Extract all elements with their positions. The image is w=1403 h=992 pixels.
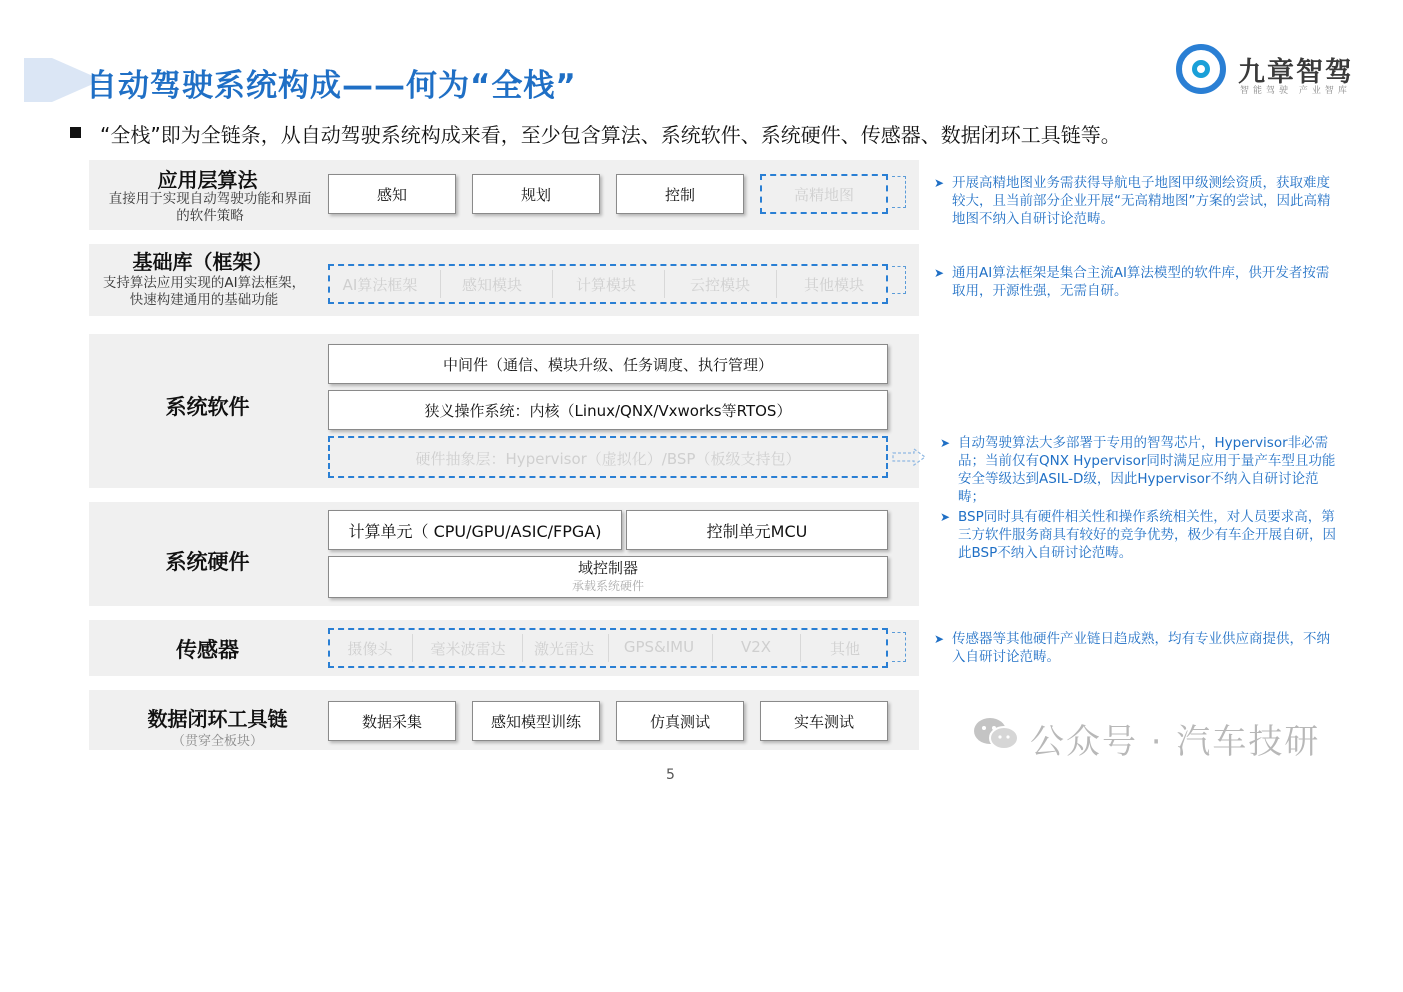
intro-bullet-text: “全栈”即为全链条，从自动驾驶系统构成来看，至少包含算法、系统软件、系统硬件、传感器、数据闭环工具链等。 [100,123,1121,147]
sensor-other: 其他 [829,640,860,658]
hardware-domain-controller [328,556,888,598]
base-item-compute-module: 计算模块 [575,276,636,294]
logo-subtitle: 智能驾驶 产业智库 [1240,86,1351,96]
base-item-ai-framework: AI算法框架 [342,276,418,294]
arrow-bullet-icon: ➤ [934,266,945,280]
layer-toolchain-name: 数据闭环工具链 [147,707,288,731]
software-middleware: 中间件（通信、模块升级、任务调度、执行管理） [328,344,888,384]
note3-arrow-icon [892,448,926,466]
base-item-other-module: 其他模块 [803,276,864,294]
arrow-bullet-icon: ➤ [940,510,951,524]
bullet-square-icon [70,127,81,138]
arrow-bullet-icon: ➤ [934,176,945,190]
note5-connector [892,632,906,662]
layer-toolchain-sub: （贯穿全板块） [171,734,263,749]
note-ai-framework: 通用AI算法框架是集合主流AI算法模型的软件库，供开发者按需取用，开源性强，无需自研。 [952,265,1330,299]
hardware-mcu: 控制单元MCU [626,510,888,550]
arrow-bullet-icon: ➤ [940,436,951,450]
watermark-text: 公众号 · 汽车技研 [1030,722,1321,762]
base-separator [440,270,441,298]
wechat-icon [972,716,1020,752]
hardware-compute-unit: 计算单元（ CPU/GPU/ASIC/FPGA) [328,510,622,550]
note1-connector [892,176,906,208]
layer-sensor-name: 传感器 [176,638,239,662]
sensor-mmwave-radar: 毫米波雷达 [430,640,506,658]
toolchain-model-training: 感知模型训练 [472,701,600,741]
note2-connector [892,266,906,294]
layer-app-desc: 直接用于实现自动驾驶功能和界面的软件策略 [108,191,312,224]
domain-controller-sub: 承载系统硬件 [571,579,644,593]
sensor-gps-imu: GPS&IMU [623,638,695,656]
toolchain-road-test: 实车测试 [760,701,888,741]
app-item-hdmap: 高精地图 [793,186,854,204]
base-item-perception-module: 感知模块 [461,276,522,294]
note-bsp: BSP同时具有硬件相关性和操作系统相关性，对人员要求高，第三方软件服务商具有较好的竞争优势，极少有车企开展自研，因此BSP不纳入自研讨论范畴。 [958,509,1336,561]
app-item-control: 控制 [616,174,744,214]
page-number: 5 [666,767,675,783]
base-separator [552,270,553,298]
page-title: 自动驾驶系统构成——何为“全栈” [86,68,577,104]
sensor-separator [712,634,713,662]
base-separator [776,270,777,298]
arrow-bullet-icon: ➤ [934,632,945,646]
sensor-separator [412,634,413,662]
toolchain-simulation-test: 仿真测试 [616,701,744,741]
sensor-camera: 摄像头 [347,640,393,658]
software-hal: 硬件抽象层：Hypervisor（虚拟化）/BSP（板级支持包） [415,450,801,468]
toolchain-data-collection: 数据采集 [328,701,456,741]
logo-icon [1176,44,1226,94]
layer-software-name: 系统软件 [165,395,250,419]
sensor-lidar: 激光雷达 [533,640,594,658]
app-item-planning: 规划 [472,174,600,214]
note-hypervisor: 自动驾驶算法大多部署于专用的智驾芯片，Hypervisor非必需品；当前仅有QNX Hypervisor同时满足应用于量产车型且功能安全等级达到ASIL-D级，因此Hypervisor不纳入自研讨论范畴； [958,435,1336,505]
layer-hardware-name: 系统硬件 [165,550,250,574]
logo-text: 九章智驾 [1238,57,1354,88]
sensor-separator [608,634,609,662]
note-hdmap: 开展高精地图业务需获得导航电子地图甲级测绘资质，获取难度较大，且当前部分企业开展“无高精地图”方案的尝试，因此高精地图不纳入自研讨论范畴。 [952,175,1331,227]
app-item-perception: 感知 [328,174,456,214]
sensor-separator [800,634,801,662]
domain-controller-label: 域控制器 [577,559,638,577]
layer-app-name: 应用层算法 [157,168,258,192]
layer-base-name: 基础库（框架） [132,250,273,274]
layer-base-desc: 支持算法应用实现的AI算法框架，快速构建通用的基础功能 [102,275,306,308]
sensor-v2x: V2X [740,638,772,656]
base-item-cloud-module: 云控模块 [689,276,750,294]
base-separator [664,270,665,298]
sensor-separator [522,634,523,662]
note-sensors: 传感器等其他硬件产业链日趋成熟，均有专业供应商提供，不纳入自研讨论范畴。 [952,631,1330,665]
title-accent-bar [24,58,52,102]
software-os-kernel: 狭义操作系统：内核（Linux/QNX/Vxworks等RTOS） [328,390,888,430]
